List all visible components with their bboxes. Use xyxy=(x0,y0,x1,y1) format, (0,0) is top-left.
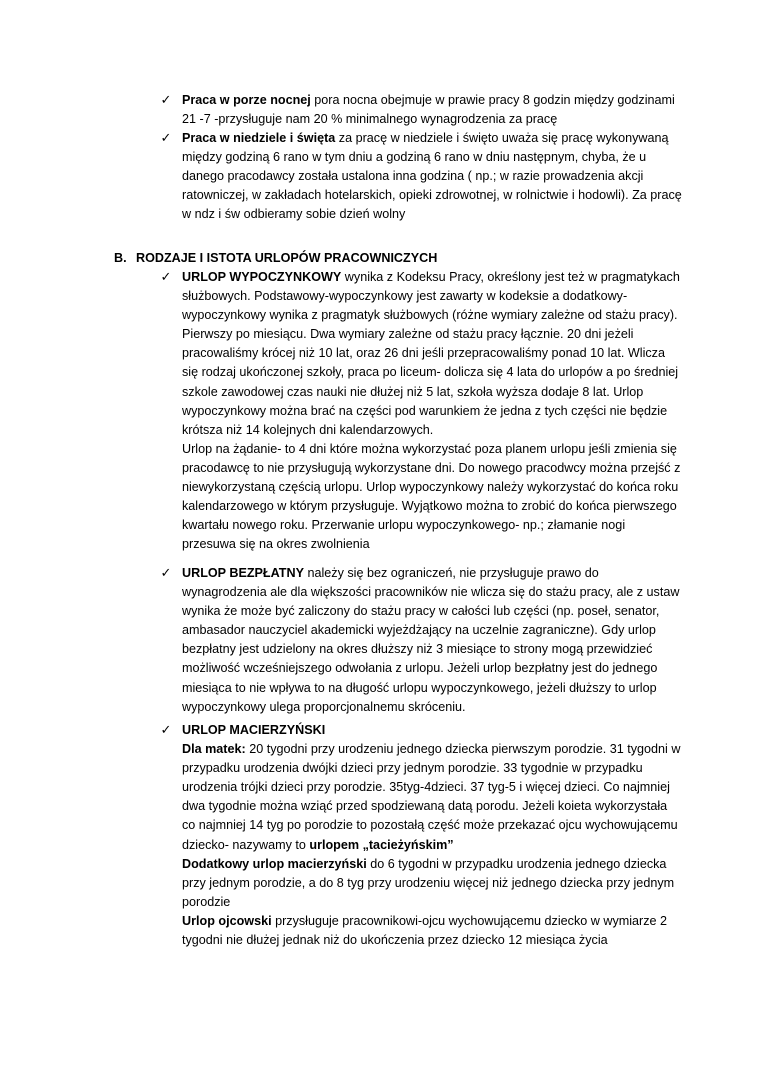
ojcowski-text: przysługuje pracownikowi-ojcu wychowującemu dziecko w wymiarze 2 tygodni nie dłużej jednak niż do ukończenia przez dziecko 12 miesiąca życia xyxy=(182,913,668,948)
checkmark-icon: ✓ xyxy=(160,131,172,146)
list-item-urlop-macierzynski xyxy=(160,721,682,950)
checkmark-icon: ✓ xyxy=(160,566,172,581)
item-title: URLOP BEZPŁATNY xyxy=(182,566,304,580)
section-title: RODZAJE I ISTOTA URLOPÓW PRACOWNICZYCH xyxy=(136,251,438,265)
item-title: URLOP MACIERZYŃSKI xyxy=(182,723,326,737)
list-item-urlop-wypoczynkowy xyxy=(160,268,682,554)
item-paragraph-ojcowski xyxy=(182,912,682,950)
item-paragraph: Urlop na żądanie- to 4 dni które można wykorzystać poza planem urlopu jeśli zmienia się pracodawcę to nie przysługują wykorzystane dni. Do nowego pracodwcy można przejść z niewykorzystaną częścią urlopu. Urlop wypoczynkowy należy wykorzystać do końca roku kalendarzowego w którym przysługuje. Wyjątkowo można to zrobić do końca pierwszego kwartału nowego roku. Przerwanie urlopu wypoczynkowego- np.; złamanie nogi przesuwa się na okres zwolnienia xyxy=(182,441,681,552)
item-text: pora nocna obejmuje w prawie pracy 8 godzin między godzinami 21 -7 -przysługuje nam 20 % minimalnego wynagrodzenia za pracę xyxy=(182,93,675,127)
list-item-praca-niedziele xyxy=(160,129,682,224)
item-text: za pracę w niedziele i święto uważa się pracę wykonywaną między godziną 6 rano w tym dniu a godziną 6 rano w dniu następnym, chyba, że u danego pracodawcy została ustalona inna godzina ( np.; w razie prowadzenia akcji ratowniczej, w zakładach hotelarskich, opieki zdrowotnej, w rolnictwie i hodowli). Za pracę w ndz i św odbieramy sobie dzień wolny xyxy=(182,131,682,222)
item-text: wynika z Kodeksu Pracy, określony jest też w pragmatykach służbowych. Podstawowy-wypoczynkowy jest zawarty w kodeksie a dodatkowy-wypoczynkowy wynika z pragmatyk służbowych (różne wymiary zależne od stażu pracy). Pierwszy po miesiącu. Dwa wymiary zależne od stażu pracy łącznie. 20 dni jeżeli pracowaliśmy krócej niż 10 lat, oraz 26 dni jeśli przepracowaliśmy ponad 10 lat. Wlicza się rodzaj ukończonej szkoły, praca po liceum- dolicza się 4 lata do urlopów a po średniej szkole zawodowej czas nauki nie dłużej niż 5 lat, szkoła wyższa dodaje 8 lat. Urlop wypoczynkowy można brać na części pod warunkiem że jedna z tych części nie będzie krótsza niż 14 kolejnych dni kalendarzowych. xyxy=(182,270,680,437)
dodatkowy-label: Dodatkowy urlop macierzyński xyxy=(182,856,367,871)
matki-label: Dla matek: xyxy=(182,742,246,757)
list-item-praca-nocna xyxy=(160,91,682,129)
ojcowski-label: Urlop ojcowski xyxy=(182,913,272,928)
taciezynski-term: urlopem „tacieżyńskim” xyxy=(309,837,454,852)
item-paragraph-matki xyxy=(182,740,682,855)
item-title: Praca w porze nocnej xyxy=(182,93,311,107)
checkmark-icon: ✓ xyxy=(160,93,172,108)
dodatkowy-text: do 6 tygodni w przypadku urodzenia jednego dziecka przy jednym porodzie, a do 8 tyg przy urodzeniu więcej niż jednego dziecka przy jednym porodzie xyxy=(182,856,675,909)
item-text: należy się bez ograniczeń, nie przysługuje prawo do wynagrodzenia ale dla większości pracowników nie wlicza się do stażu pracy, ale z ustaw wynika że może być zaliczony do stażu pracy w całości lub części (np. poseł, senator, ambasador nauczyciel akademicki wyjeżdżający na uczelnie zagraniczne). Gdy urlop bezpłatny jest udzielony na okres dłuższy niż 3 miesiące to strony mogą przewidzieć możliwość wcześniejszego odwołania z urlopu. Jeżeli urlop bezpłatny jest do jednego miesiąca to nie wpływa to na długość urlopu wypoczynkowego, jeżeli dłuższy to urlop wypoczynkowy ulega proporcjonalnemu skróceniu. xyxy=(182,566,680,714)
checkmark-icon: ✓ xyxy=(160,723,172,738)
item-title: Praca w niedziele i święta xyxy=(182,131,336,145)
item-paragraph-dodatkowy xyxy=(182,855,682,912)
list-item-urlop-bezplatny xyxy=(160,564,682,717)
checkmark-icon: ✓ xyxy=(160,270,172,285)
section-heading xyxy=(114,249,437,268)
matki-text: 20 tygodni przy urodzeniu jednego dziecka pierwszym porodzie. 31 tygodni w przypadku urodzenia dwójki dzieci przy jednym porodzie. 33 tygodnie w przypadku urodzenia trójki dzieci przy porodzie. 35tyg-4dzieci. 37 tyg-5 i więcej dzieci. Co najmniej dwa tygodnie można wziąć przed spodziewaną datą porodu. Jeżeli koieta wykorzystała co najmniej 14 tyg po porodzie to pozostałą część może przekazać ojcu wychowującemu dziecko- nazywamy to xyxy=(182,742,681,852)
section-letter: B. xyxy=(114,251,127,265)
item-title: URLOP WYPOCZYNKOWY xyxy=(182,270,342,284)
